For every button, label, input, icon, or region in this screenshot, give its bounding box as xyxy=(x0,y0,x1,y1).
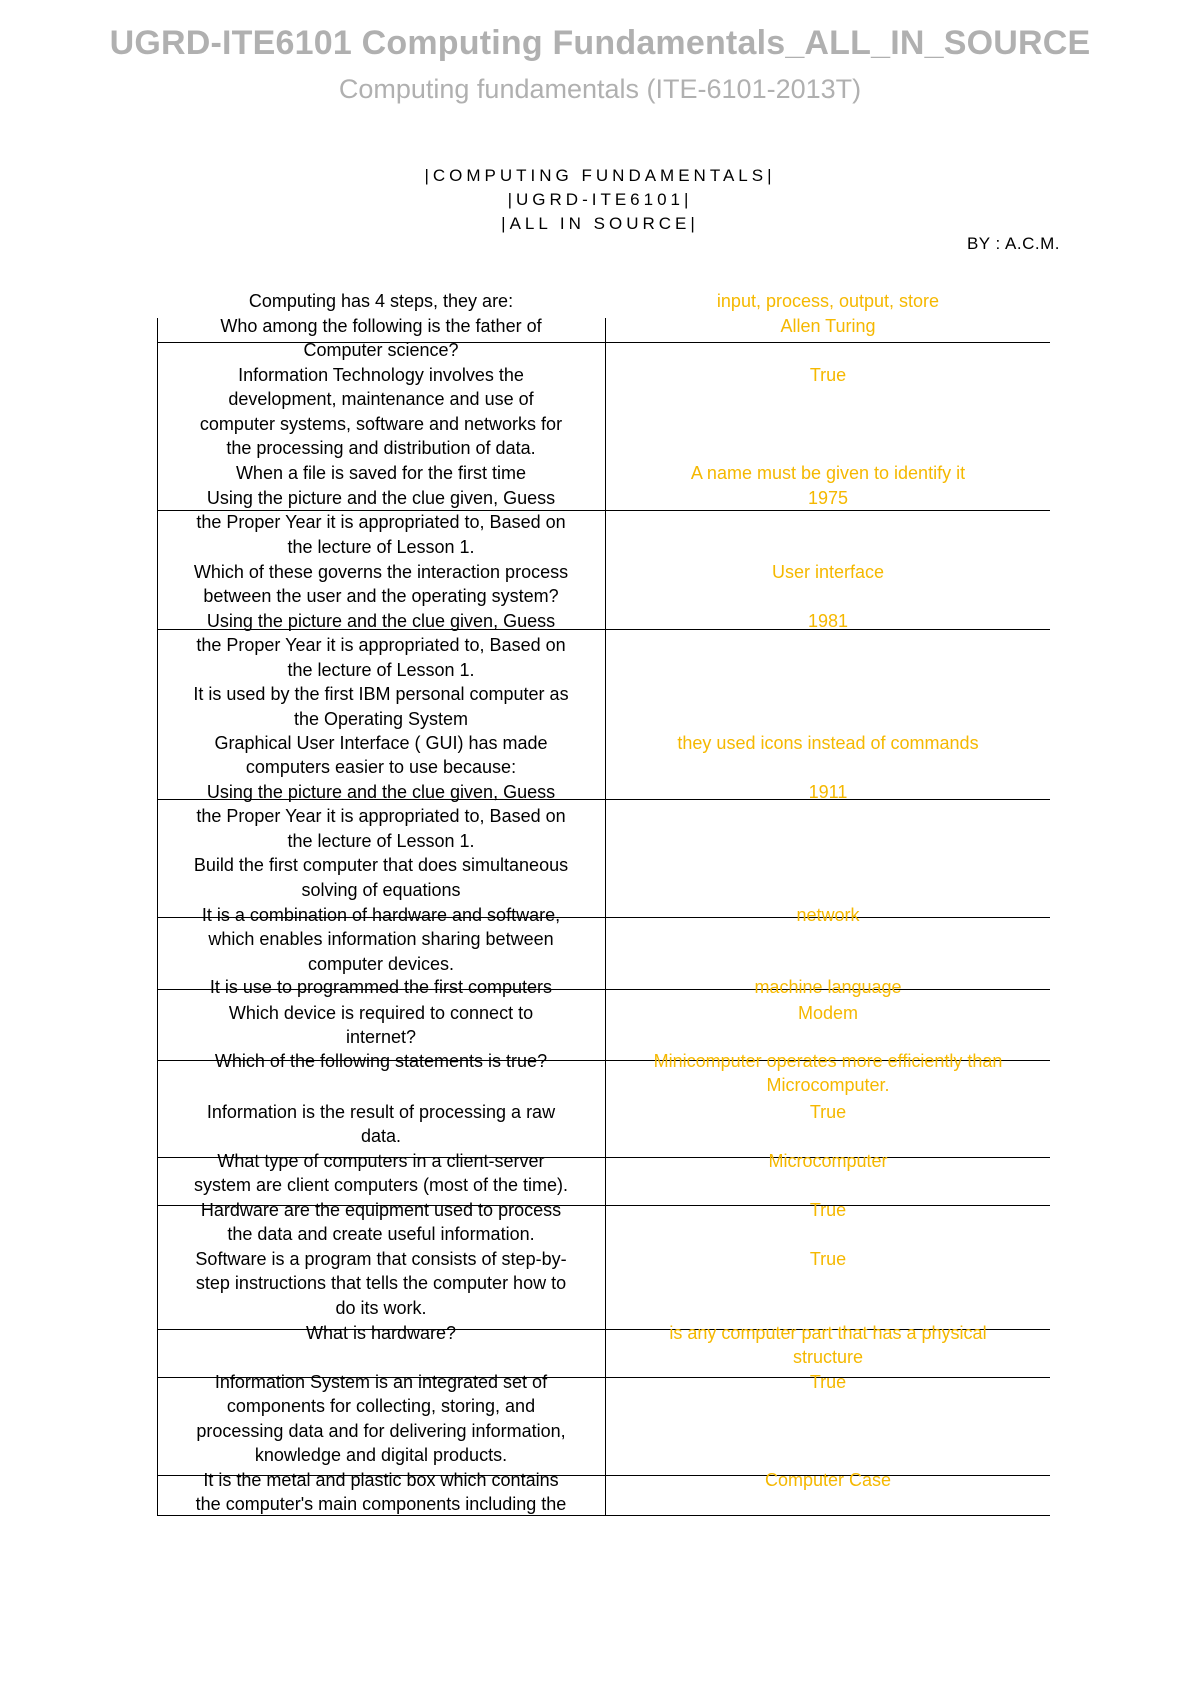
question-line: the Operating System xyxy=(293,708,469,729)
question-cell xyxy=(157,363,605,461)
byline: BY : A.C.M. xyxy=(966,234,1060,253)
question-line: It is use to programmed the first computers xyxy=(209,977,553,997)
question-line: data. xyxy=(360,1126,402,1147)
question-line: Graphical User Interface ( GUI) has made xyxy=(214,733,548,753)
answer-cell xyxy=(606,780,1050,804)
question-line: processing data and for delivering information, xyxy=(196,1420,566,1441)
question-cell xyxy=(157,289,605,313)
question-line: Using the picture and the clue given, Guess xyxy=(206,611,556,631)
question-line: the lecture of Lesson 1. xyxy=(287,536,475,557)
answer-line: Computer Case xyxy=(764,1470,892,1490)
answer-line: True xyxy=(809,1102,847,1122)
document-title: UGRD-ITE6101 Computing Fundamentals_ALL_IN_SOURCE xyxy=(109,24,1091,62)
question-line: Computer science? xyxy=(303,340,459,361)
question-line: It is used by the first IBM personal computer as xyxy=(193,684,569,705)
question-cell xyxy=(157,560,605,609)
answer-cell xyxy=(606,975,1050,999)
answer-cell xyxy=(606,1149,1050,1173)
doc-heading-line-1: |COMPUTING FUNDAMENTALS| xyxy=(424,166,776,185)
answer-cell xyxy=(606,363,1050,387)
question-line: which enables information sharing between xyxy=(208,929,554,950)
question-line: computer devices. xyxy=(307,953,455,974)
answer-line: Microcomputer xyxy=(768,1151,888,1171)
question-line: It is the metal and plastic box which contains xyxy=(203,1470,559,1490)
answer-cell xyxy=(606,1198,1050,1222)
question-line: Build the first computer that does simultaneous xyxy=(193,855,569,876)
answer-cell xyxy=(606,1100,1050,1124)
answer-cell xyxy=(606,609,1050,633)
question-cell xyxy=(157,903,605,976)
question-cell xyxy=(157,609,605,731)
question-line: between the user and the operating system? xyxy=(203,586,559,607)
question-line: components for collecting, storing, and xyxy=(226,1396,536,1417)
question-cell xyxy=(157,1001,605,1050)
answer-line: is any computer part that has a physical xyxy=(669,1323,987,1343)
question-cell xyxy=(157,1321,605,1345)
question-line: step instructions that tells the computer how to xyxy=(195,1273,567,1294)
question-cell xyxy=(157,1049,605,1073)
doc-heading-line-3: |ALL IN SOURCE| xyxy=(501,214,699,233)
question-line: computer systems, software and networks for xyxy=(199,413,563,434)
answer-line: 1981 xyxy=(807,611,849,631)
question-line: development, maintenance and use of xyxy=(228,389,534,410)
question-line: the lecture of Lesson 1. xyxy=(287,830,475,851)
question-line: What type of computers in a client-server xyxy=(217,1151,545,1171)
answer-cell xyxy=(606,1049,1050,1098)
question-line: Using the picture and the clue given, Guess xyxy=(206,782,556,802)
question-cell xyxy=(157,780,605,902)
question-line: Software is a program that consists of step-by- xyxy=(195,1249,567,1269)
question-line: the data and create useful information. xyxy=(227,1224,535,1245)
question-line: Using the picture and the clue given, Guess xyxy=(206,488,556,508)
question-cell xyxy=(157,1100,605,1149)
question-cell xyxy=(157,975,605,999)
question-cell xyxy=(157,1247,605,1320)
question-line: the Proper Year it is appropriated to, Based on xyxy=(196,806,566,827)
answer-cell xyxy=(606,289,1050,313)
question-cell xyxy=(157,1468,605,1517)
answer-line: A name must be given to identify it xyxy=(690,463,966,483)
answer-cell xyxy=(606,1468,1050,1492)
answer-cell xyxy=(606,1001,1050,1025)
question-line: the Proper Year it is appropriated to, Based on xyxy=(196,512,566,533)
answer-cell xyxy=(606,314,1050,338)
answer-cell xyxy=(606,1370,1050,1394)
answer-line: True xyxy=(809,1249,847,1269)
answer-line: Allen Turing xyxy=(780,316,876,336)
answer-cell xyxy=(606,1321,1050,1370)
question-line: computers easier to use because: xyxy=(245,757,517,778)
question-line: Information System is an integrated set of xyxy=(214,1372,548,1392)
answer-cell xyxy=(606,486,1050,510)
question-line: Hardware are the equipment used to process xyxy=(200,1200,562,1220)
question-line: Which of the following statements is true? xyxy=(214,1051,548,1071)
question-line: Which device is required to connect to xyxy=(228,1003,534,1023)
question-line: Which of these governs the interaction process xyxy=(193,562,569,582)
answer-line: they used icons instead of commands xyxy=(677,733,979,753)
question-line: the Proper Year it is appropriated to, Based on xyxy=(196,635,566,656)
answer-cell xyxy=(606,731,1050,755)
question-line: solving of equations xyxy=(301,879,461,900)
question-line: Who among the following is the father of xyxy=(220,316,542,336)
document-subtitle: Computing fundamentals (ITE-6101-2013T) xyxy=(338,74,862,104)
answer-line: True xyxy=(809,365,847,385)
question-line: Information Technology involves the xyxy=(238,365,524,385)
answer-line: structure xyxy=(792,1347,864,1368)
question-cell xyxy=(157,731,605,780)
question-line: What is hardware? xyxy=(305,1323,457,1343)
question-line: It is a combination of hardware and software, xyxy=(201,905,561,925)
question-line: the lecture of Lesson 1. xyxy=(287,659,475,680)
question-line: When a file is saved for the first time xyxy=(235,463,527,483)
question-line: the processing and distribution of data. xyxy=(226,438,536,459)
doc-heading-line-2: |UGRD-ITE6101| xyxy=(507,190,693,209)
answer-cell xyxy=(606,1247,1050,1271)
question-cell xyxy=(157,1370,605,1468)
question-line: system are client computers (most of the time). xyxy=(193,1175,569,1196)
question-line: Computing has 4 steps, they are: xyxy=(248,291,514,311)
question-line: the computer's main components including the xyxy=(195,1494,567,1515)
answer-cell xyxy=(606,560,1050,584)
answer-line: True xyxy=(809,1372,847,1392)
question-line: knowledge and digital products. xyxy=(254,1445,508,1466)
answer-line: True xyxy=(809,1200,847,1220)
answer-line: Microcomputer. xyxy=(766,1075,890,1096)
answer-line: User interface xyxy=(771,562,885,582)
answer-line: network xyxy=(796,905,860,925)
question-line: do its work. xyxy=(335,1297,427,1318)
question-line: Information is the result of processing a raw xyxy=(206,1102,556,1122)
question-line: internet? xyxy=(345,1027,417,1048)
answer-line: machine language xyxy=(754,977,902,997)
answer-line: 1911 xyxy=(808,782,848,802)
question-cell xyxy=(157,1149,605,1198)
answer-cell xyxy=(606,461,1050,485)
question-cell xyxy=(157,1198,605,1247)
answer-cell xyxy=(606,903,1050,927)
question-cell xyxy=(157,486,605,559)
answer-line: Minicomputer operates more efficiently than xyxy=(653,1051,1003,1071)
answer-line: Modem xyxy=(797,1003,859,1023)
answer-line: input, process, output, store xyxy=(716,291,940,311)
question-cell xyxy=(157,314,605,363)
answer-line: 1975 xyxy=(807,488,849,508)
question-cell xyxy=(157,461,605,485)
